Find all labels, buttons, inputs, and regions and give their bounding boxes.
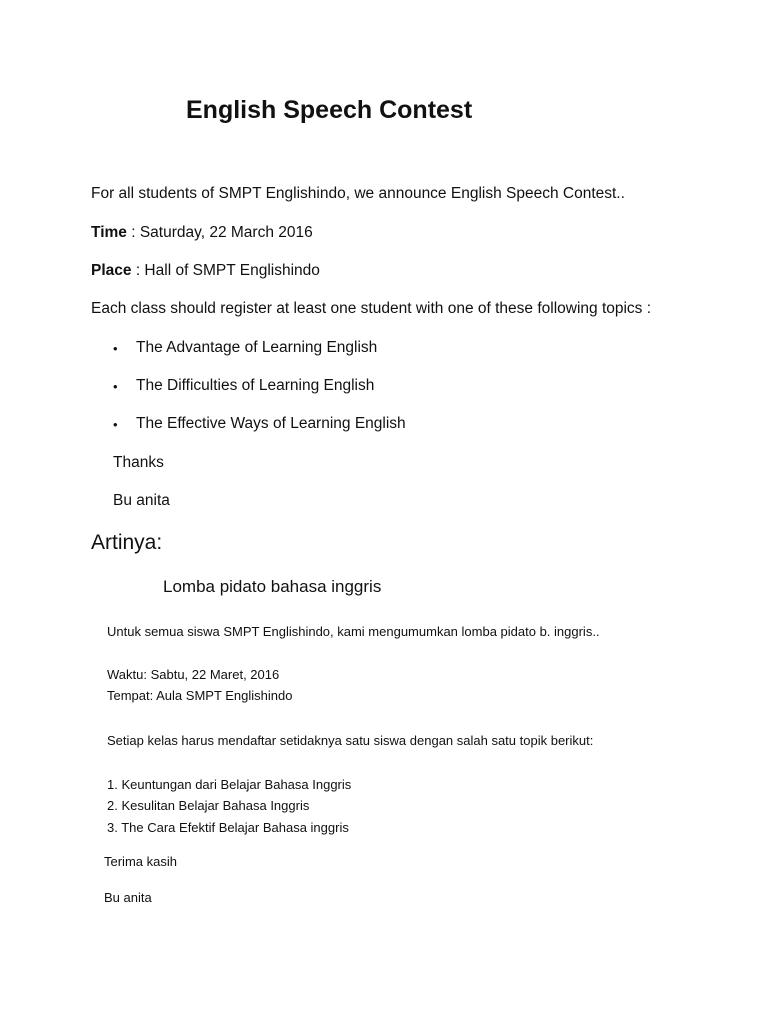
- place-value: : Hall of SMPT Englishindo: [131, 262, 320, 279]
- page-title: English Speech Contest: [186, 96, 473, 124]
- translation-heading: Artinya:: [91, 531, 163, 554]
- translation-register: Setiap kelas harus mendaftar setidaknya satu siswa dengan salah satu topik berikut:: [107, 733, 594, 748]
- topic-item: The Effective Ways of Learning English: [136, 415, 406, 432]
- signature-text: Bu anita: [113, 492, 170, 509]
- topic-item: The Difficulties of Learning English: [136, 377, 375, 394]
- translation-title: Lomba pidato bahasa inggris: [163, 577, 382, 596]
- thanks-text: Thanks: [113, 454, 164, 471]
- translation-topic-item: 2. Kesulitan Belajar Bahasa Inggris: [107, 798, 310, 813]
- translation-tempat: Tempat: Aula SMPT Englishindo: [107, 688, 293, 703]
- translation-intro: Untuk semua siswa SMPT Englishindo, kami mengumumkan lomba pidato b. inggris..: [107, 624, 600, 639]
- bullet-icon: •: [113, 379, 118, 394]
- bullet-icon: •: [113, 417, 118, 432]
- place-label: Place: [91, 262, 132, 279]
- topic-item: The Advantage of Learning English: [136, 339, 378, 356]
- translation-thanks: Terima kasih: [104, 854, 177, 869]
- intro-text: For all students of SMPT Englishindo, we announce English Speech Contest..: [91, 185, 625, 202]
- time-label: Time: [91, 224, 127, 241]
- translation-signature: Bu anita: [104, 890, 152, 905]
- translation-topic-item: 3. The Cara Efektif Belajar Bahasa inggris: [107, 820, 349, 835]
- time-line: [91, 224, 313, 242]
- register-text: Each class should register at least one student with one of these following topics :: [91, 300, 652, 317]
- bullet-icon: •: [113, 341, 118, 356]
- translation-topic-item: 1. Keuntungan dari Belajar Bahasa Inggris: [107, 777, 352, 792]
- time-value: : Saturday, 22 March 2016: [126, 224, 313, 241]
- place-line: [91, 262, 320, 280]
- translation-waktu: Waktu: Sabtu, 22 Maret, 2016: [107, 667, 280, 682]
